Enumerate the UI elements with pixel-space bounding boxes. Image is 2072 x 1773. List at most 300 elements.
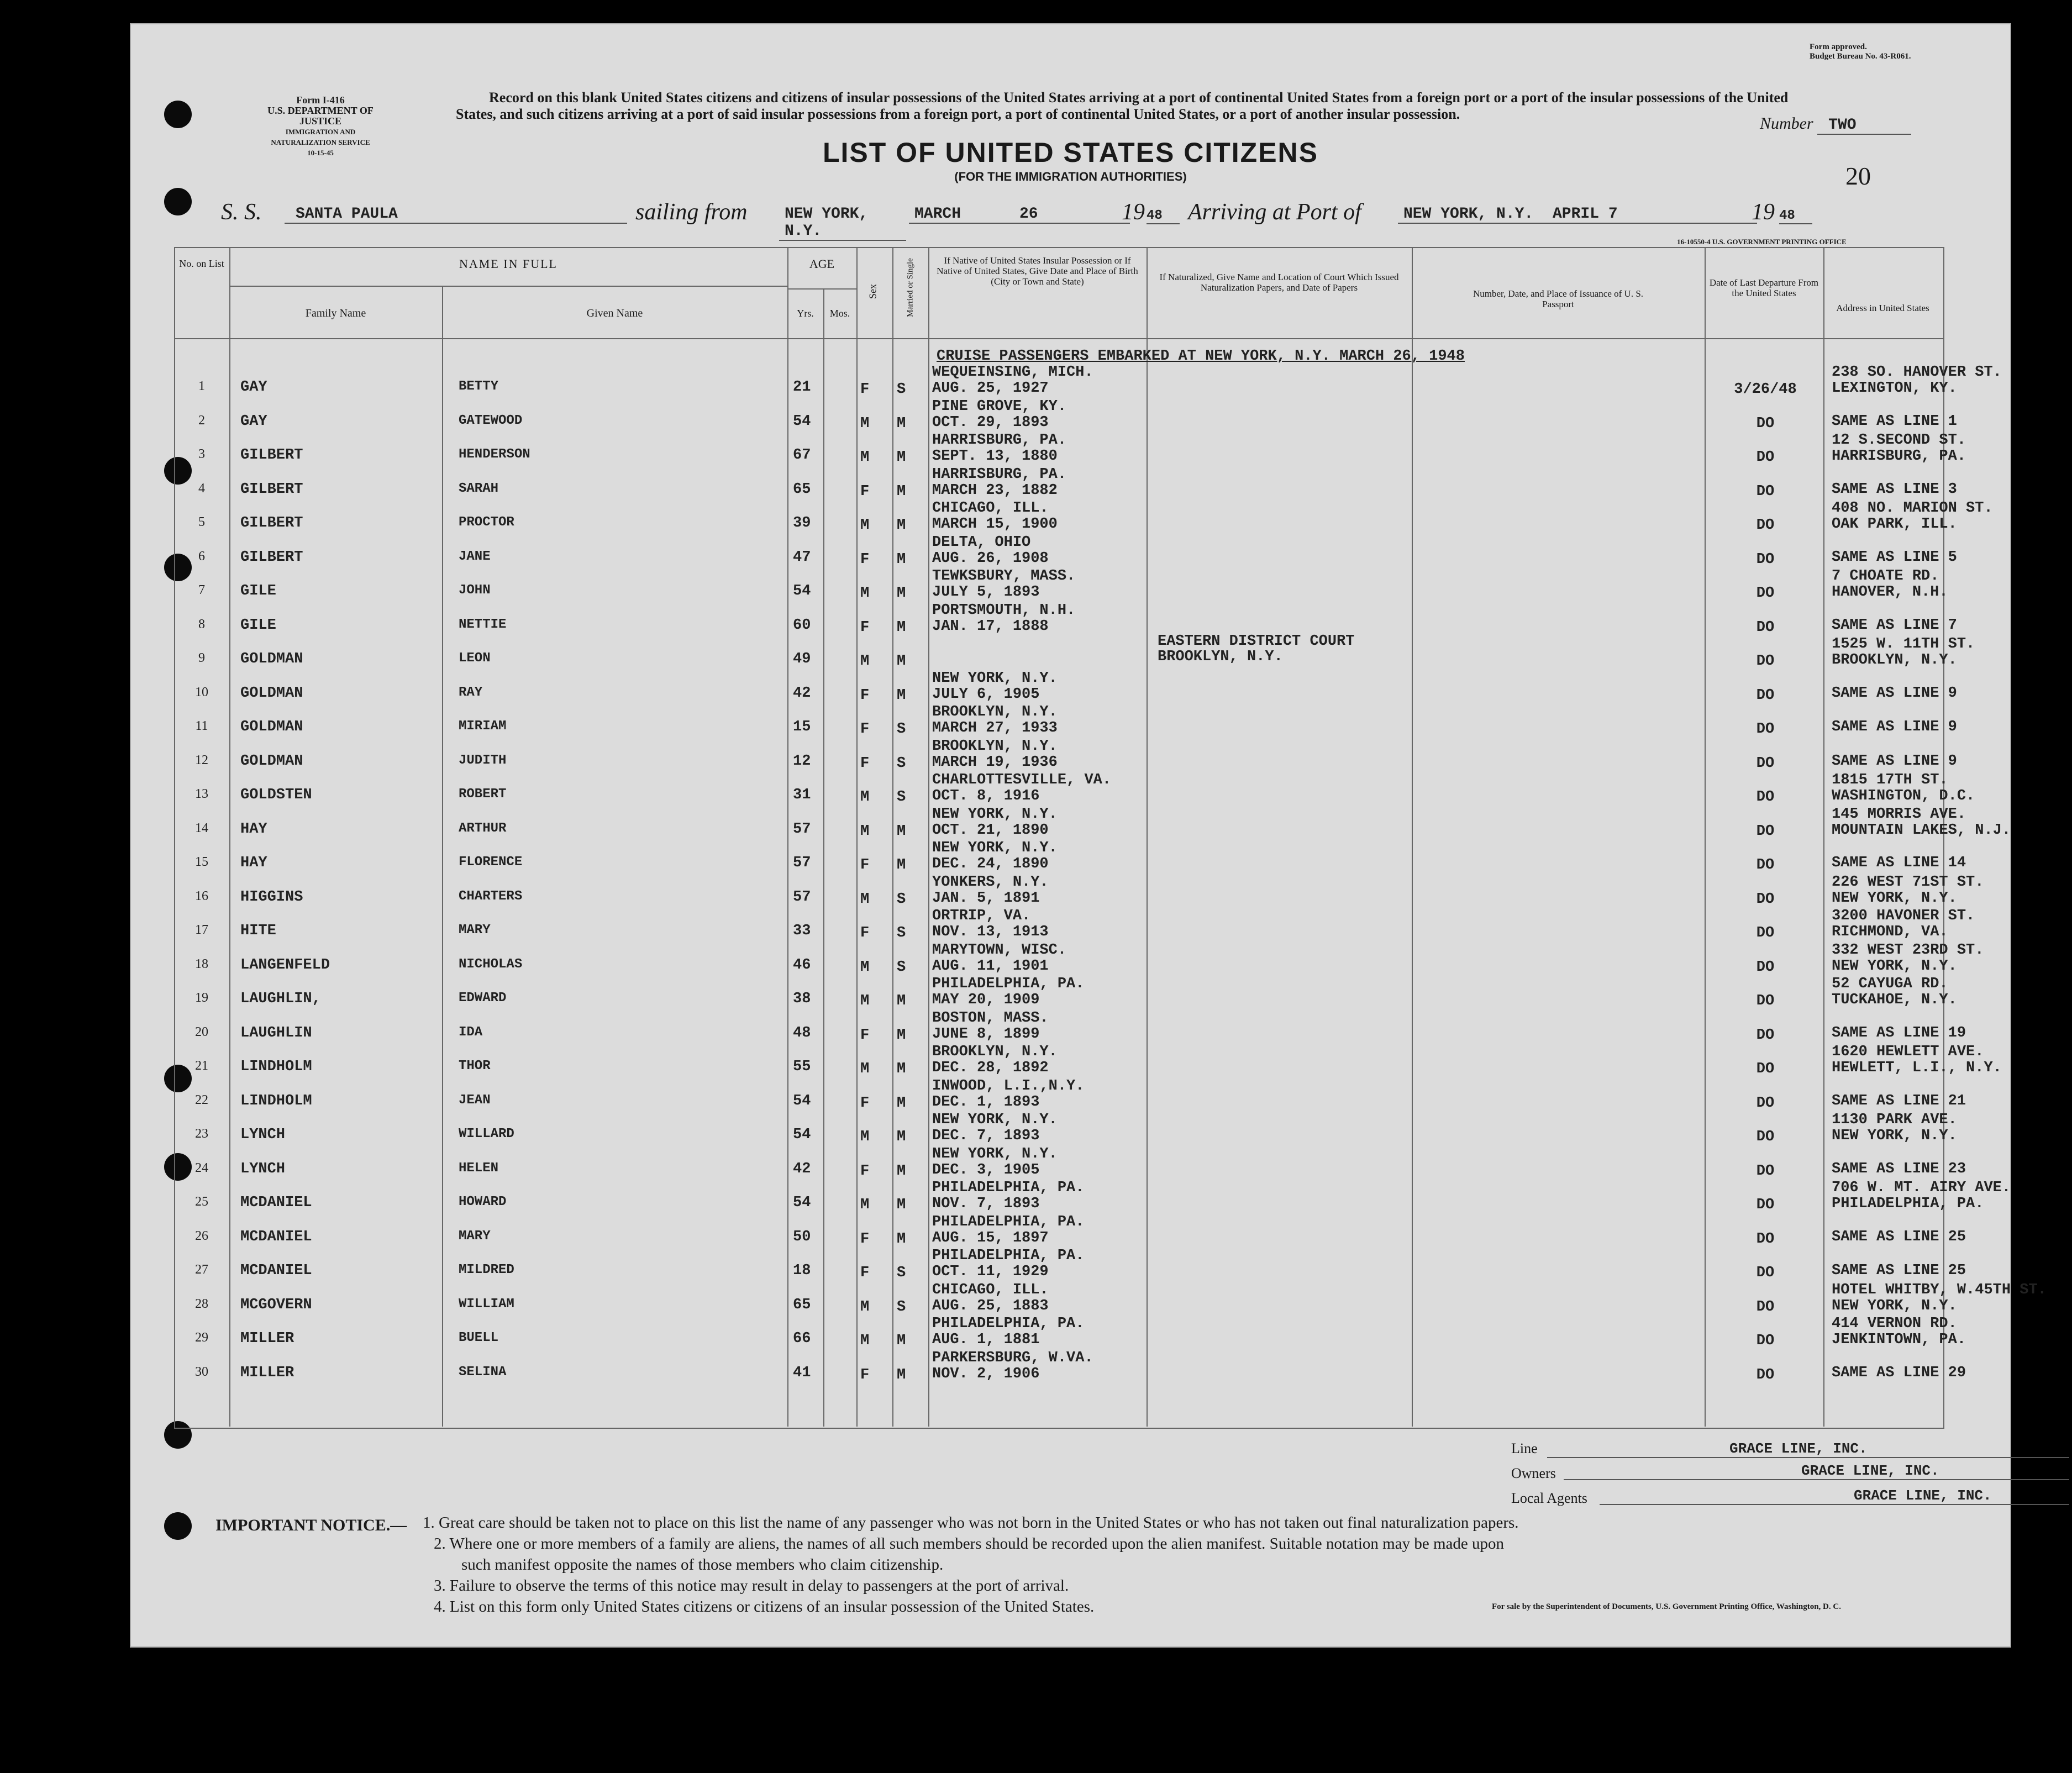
sex: M <box>860 415 870 432</box>
address-line-2: JENKINTOWN, PA. <box>1832 1332 1966 1348</box>
address-line-1: SAME AS LINE 19 <box>1832 1025 1966 1041</box>
address-line-1: SAME AS LINE 9 <box>1832 719 1957 735</box>
header-age: AGE <box>809 257 835 271</box>
birth-date: SEPT. 13, 1880 <box>932 448 1058 465</box>
last-departure: DO <box>1756 857 1775 874</box>
birth-place: PHILADELPHIA, PA. <box>932 976 1085 992</box>
family-name: LAUGHLIN <box>240 1025 312 1041</box>
marital-status: M <box>897 1231 906 1248</box>
row-number: 22 <box>195 1093 208 1107</box>
sex: M <box>860 517 870 534</box>
header-departure: Date of Last Departure From the United States <box>1709 277 1819 298</box>
header-naturalized: If Naturalized, Give Name and Location of Court Which Issued Naturalization Papers, and Date of Papers <box>1159 272 1399 293</box>
given-name: JUDITH <box>459 753 507 768</box>
sail-year-prefix: 19 <box>1122 199 1145 225</box>
birth-place: CHICAGO, ILL. <box>932 1282 1049 1298</box>
age-years: 15 <box>793 719 811 735</box>
birth-date: AUG. 25, 1883 <box>932 1298 1049 1314</box>
last-departure: DO <box>1756 687 1775 704</box>
last-departure: DO <box>1756 415 1775 432</box>
address-line-1: 1525 W. 11TH ST. <box>1832 636 1975 653</box>
address-line-1: 408 NO. MARION ST. <box>1832 500 1993 517</box>
last-departure: DO <box>1756 449 1775 466</box>
address-line-2: RICHMOND, VA. <box>1832 924 1948 940</box>
given-name: HENDERSON <box>459 447 530 462</box>
given-name: GATEWOOD <box>459 413 523 428</box>
marital-status: S <box>897 925 906 941</box>
marital-status: S <box>897 721 906 738</box>
given-name: NICHOLAS <box>459 957 523 972</box>
sex: F <box>860 381 870 398</box>
last-departure: DO <box>1756 619 1775 636</box>
sail-year: 48 <box>1147 208 1180 224</box>
last-departure: DO <box>1756 1231 1775 1248</box>
address-line-2: NEW YORK, N.Y. <box>1832 958 1957 975</box>
from-port: NEW YORK, N.Y. <box>779 206 906 241</box>
birth-date: NOV. 13, 1913 <box>932 924 1049 940</box>
given-name: MILDRED <box>459 1262 514 1277</box>
birth-date: JUNE 8, 1899 <box>932 1026 1040 1043</box>
gpo-code: 16-10550-4 U.S. GOVERNMENT PRINTING OFFICE <box>1677 238 1847 246</box>
birth-date: MARCH 23, 1882 <box>932 482 1058 499</box>
birth-place: BROOKLYN, N.Y. <box>932 1044 1058 1060</box>
ship-name: SANTA PAULA <box>285 206 627 224</box>
age-divider <box>787 288 856 290</box>
sex: F <box>860 925 870 941</box>
sex: F <box>860 483 870 500</box>
sex: F <box>860 1367 870 1383</box>
birth-place: BROOKLYN, N.Y. <box>932 738 1058 755</box>
family-name: MCDANIEL <box>240 1229 312 1245</box>
birth-place: TEWKSBURY, MASS. <box>932 568 1076 585</box>
marital-status: M <box>897 653 906 670</box>
birth-place: CHICAGO, ILL. <box>932 500 1049 517</box>
ss-label: S. S. <box>221 199 262 225</box>
family-name: GILE <box>240 583 276 599</box>
family-name: GAY <box>240 413 267 430</box>
last-departure: DO <box>1756 1027 1775 1044</box>
given-name: IDA <box>459 1025 483 1040</box>
page-title: LIST OF UNITED STATES CITIZENS <box>822 137 1319 168</box>
sex: M <box>860 993 870 1009</box>
last-departure: DO <box>1756 517 1775 534</box>
family-name: GOLDMAN <box>240 651 303 667</box>
family-name: GOLDMAN <box>240 719 303 735</box>
given-name: ROBERT <box>459 787 507 802</box>
family-name: LYNCH <box>240 1127 286 1143</box>
birth-place: NEW YORK, N.Y. <box>932 1146 1058 1162</box>
row-number: 3 <box>198 447 205 461</box>
row-number: 27 <box>195 1262 208 1277</box>
birth-date: OCT. 29, 1893 <box>932 414 1049 431</box>
birth-place: NEW YORK, N.Y. <box>932 670 1058 687</box>
marital-status: M <box>897 687 906 704</box>
sex: M <box>860 789 870 806</box>
marital-status: M <box>897 585 906 602</box>
address-line-1: 1130 PARK AVE. <box>1832 1112 1957 1128</box>
arriving-label: Arriving at Port of <box>1188 199 1361 225</box>
header-no: No. on List <box>179 258 224 269</box>
marital-status: M <box>897 1163 906 1180</box>
last-departure: DO <box>1756 891 1775 908</box>
address-line-2: NEW YORK, N.Y. <box>1832 1298 1957 1314</box>
address-line-2: HEWLETT, L.I., N.Y. <box>1832 1060 2002 1076</box>
row-number: 13 <box>195 787 208 801</box>
sex: M <box>860 1197 870 1213</box>
owners-label: Owners <box>1511 1465 1556 1481</box>
marital-status: M <box>897 1197 906 1213</box>
row-number: 24 <box>195 1161 208 1175</box>
marital-status: S <box>897 381 906 398</box>
marital-status: M <box>897 415 906 432</box>
address-line-1: 1620 HEWLETT AVE. <box>1832 1044 1984 1060</box>
birth-place: PHILADELPHIA, PA. <box>932 1214 1085 1230</box>
row-number: 28 <box>195 1297 208 1311</box>
given-name: WILLIAM <box>459 1297 514 1312</box>
address-line-1: SAME AS LINE 5 <box>1832 549 1957 566</box>
address-line-1: SAME AS LINE 29 <box>1832 1365 1966 1381</box>
header-native: If Native of United States Insular Possession or If Native of United States, Give Date and Place of Birth (City or Town and State) <box>937 255 1138 287</box>
marital-status: M <box>897 1367 906 1383</box>
address-line-1: SAME AS LINE 1 <box>1832 413 1957 430</box>
address-line-1: 12 S.SECOND ST. <box>1832 432 1966 449</box>
birth-place: NEW YORK, N.Y. <box>932 806 1058 823</box>
given-name: THOR <box>459 1059 491 1074</box>
address-line-2: BROOKLYN, N.Y. <box>1832 652 1957 669</box>
age-years: 21 <box>793 379 811 396</box>
age-years: 60 <box>793 617 811 634</box>
age-years: 57 <box>793 855 811 871</box>
birth-date: DEC. 28, 1892 <box>932 1060 1049 1076</box>
header-given: Given Name <box>586 307 643 319</box>
row-number: 16 <box>195 889 208 903</box>
birth-date: DEC. 7, 1893 <box>932 1128 1040 1144</box>
address-line-2: HARRISBURG, PA. <box>1832 448 1966 465</box>
last-departure: DO <box>1756 993 1775 1009</box>
col-line <box>442 286 443 1427</box>
family-name: GOLDMAN <box>240 685 303 702</box>
sex: F <box>860 755 870 772</box>
col-line <box>1147 247 1148 1427</box>
sail-month: MARCH <box>909 206 1003 224</box>
last-departure: DO <box>1756 959 1775 976</box>
age-years: 65 <box>793 481 811 498</box>
age-years: 54 <box>793 1127 811 1143</box>
age-years: 67 <box>793 447 811 464</box>
age-years: 57 <box>793 821 811 838</box>
header-passport: Number, Date, and Place of Issuance of U. S. Passport <box>1473 288 1644 309</box>
birth-date: AUG. 15, 1897 <box>932 1230 1049 1246</box>
marital-status: S <box>897 1299 906 1316</box>
sex: M <box>860 823 870 840</box>
header-divider <box>174 338 1943 339</box>
family-name: LYNCH <box>240 1161 286 1177</box>
marital-status: M <box>897 823 906 840</box>
birth-place: NEW YORK, N.Y. <box>932 1112 1058 1128</box>
address-line-2: MOUNTAIN LAKES, N.J. <box>1832 822 2011 839</box>
cruise-banner: CRUISE PASSENGERS EMBARKED AT NEW YORK, N.Y. MARCH 26, 1948 <box>937 348 1465 365</box>
given-name: JANE <box>459 549 491 564</box>
last-departure: DO <box>1756 1299 1775 1316</box>
family-name: HIGGINS <box>240 889 303 906</box>
family-name: GOLDSTEN <box>240 787 312 803</box>
sex: M <box>860 1299 870 1316</box>
last-departure: DO <box>1756 1061 1775 1077</box>
approval-block <box>1810 43 1911 61</box>
punch-hole <box>164 188 192 215</box>
punch-hole <box>164 101 192 128</box>
row-number: 23 <box>195 1127 208 1141</box>
notice-1: 1. Great care should be taken not to place on this list the name of any passenger who was not born in the United States or who has not taken out final naturalization papers. <box>423 1514 1519 1532</box>
given-name: HELEN <box>459 1161 499 1176</box>
address-line-1: SAME AS LINE 3 <box>1832 481 1957 498</box>
birth-place: HARRISBURG, PA. <box>932 466 1067 483</box>
marital-status: M <box>897 1061 906 1077</box>
birth-place: NEW YORK, N.Y. <box>932 840 1058 856</box>
address-line-1: 238 SO. HANOVER ST. <box>1832 364 2002 381</box>
last-departure: DO <box>1756 823 1775 840</box>
col-line <box>229 247 230 1427</box>
birth-place: PHILADELPHIA, PA. <box>932 1180 1085 1196</box>
row-number: 5 <box>198 515 205 529</box>
number-label: Number <box>1760 114 1813 133</box>
form-date: 10-15-45 <box>307 149 334 157</box>
arrival-port: NEW YORK, N.Y. <box>1398 206 1542 224</box>
row-number: 8 <box>198 617 205 632</box>
birth-place: PORTSMOUTH, N.H. <box>932 602 1076 619</box>
header-sex: Sex <box>867 284 879 299</box>
address-line-1: 332 WEST 23RD ST. <box>1832 942 1984 959</box>
col-line <box>1705 247 1706 1427</box>
family-name: GILBERT <box>240 481 303 498</box>
address-line-2: OAK PARK, ILL. <box>1832 516 1957 533</box>
marital-status: M <box>897 483 906 500</box>
birth-date: OCT. 21, 1890 <box>932 822 1049 839</box>
age-years: 57 <box>793 889 811 906</box>
birth-date: AUG. 26, 1908 <box>932 550 1049 567</box>
notice-3: 3. Failure to observe the terms of this notice may result in delay to passengers at the port of arrival. <box>434 1577 1069 1595</box>
notice-title: IMPORTANT NOTICE.— <box>215 1516 407 1534</box>
last-departure: DO <box>1756 1333 1775 1349</box>
budget-number: Budget Bureau No. 43-R061. <box>1810 52 1911 61</box>
family-name: LAUGHLIN, <box>240 991 321 1007</box>
punch-hole <box>164 1512 192 1540</box>
family-name: GILBERT <box>240 515 303 532</box>
marital-status: M <box>897 1129 906 1145</box>
sex: M <box>860 891 870 908</box>
last-departure: DO <box>1756 789 1775 806</box>
col-line <box>787 247 788 1427</box>
row-number: 17 <box>195 923 208 937</box>
birth-date: AUG. 25, 1927 <box>932 380 1049 397</box>
birth-date: DEC. 1, 1893 <box>932 1094 1040 1111</box>
row-number: 1 <box>198 379 205 393</box>
given-name: LEON <box>459 651 491 666</box>
row-number: 20 <box>195 1025 208 1039</box>
birth-place: ORTRIP, VA. <box>932 908 1031 924</box>
address-line-1: SAME AS LINE 25 <box>1832 1229 1966 1245</box>
birth-place: INWOOD, L.I.,N.Y. <box>932 1078 1085 1095</box>
birth-date: MARCH 27, 1933 <box>932 720 1058 736</box>
line-value: GRACE LINE, INC. <box>1547 1440 2069 1458</box>
birth-date: JAN. 17, 1888 <box>932 618 1049 635</box>
given-name: RAY <box>459 685 483 700</box>
birth-date: NOV. 7, 1893 <box>932 1196 1040 1212</box>
family-name: GAY <box>240 379 267 396</box>
age-years: 18 <box>793 1262 811 1279</box>
number-value: TWO <box>1817 117 1911 135</box>
last-departure: 3/26/48 <box>1734 381 1797 398</box>
given-name: NETTIE <box>459 617 507 632</box>
marital-status: S <box>897 891 906 908</box>
given-name: SARAH <box>459 481 499 496</box>
age-years: 42 <box>793 1161 811 1177</box>
last-departure: DO <box>1756 585 1775 602</box>
birth-place: PARKERSBURG, W.VA. <box>932 1350 1093 1366</box>
marital-status: S <box>897 755 906 772</box>
sex: M <box>860 959 870 976</box>
family-name: GOLDMAN <box>240 753 303 770</box>
marital-status: M <box>897 993 906 1009</box>
sex: M <box>860 1333 870 1349</box>
col-line <box>1412 247 1413 1427</box>
address-line-1: SAME AS LINE 9 <box>1832 685 1957 702</box>
name-divider <box>229 286 787 287</box>
birth-place: WEQUEINSING, MICH. <box>932 364 1093 381</box>
address-line-1: 706 W. MT. AIRY AVE. <box>1832 1180 2011 1196</box>
birth-date: MAY 20, 1909 <box>932 992 1040 1008</box>
number-block <box>1760 114 1911 135</box>
birth-place: YONKERS, N.Y. <box>932 874 1049 891</box>
birth-date: DEC. 24, 1890 <box>932 856 1049 872</box>
notice-4: 4. List on this form only United States citizens or citizens of an insular possession of the United States. <box>434 1598 1095 1616</box>
age-years: 54 <box>793 413 811 430</box>
sex: M <box>860 653 870 670</box>
address-line-1: SAME AS LINE 14 <box>1832 855 1966 871</box>
last-departure: DO <box>1756 721 1775 738</box>
row-number: 18 <box>195 957 208 971</box>
address-line-2: TUCKAHOE, N.Y. <box>1832 992 1957 1008</box>
birth-date: AUG. 11, 1901 <box>932 958 1049 975</box>
family-name: HAY <box>240 821 267 838</box>
age-years: 65 <box>793 1297 811 1313</box>
age-years: 54 <box>793 583 811 599</box>
row-number: 30 <box>195 1365 208 1379</box>
arr-year: 48 <box>1779 208 1812 224</box>
address-line-1: HOTEL WHITBY, W.45TH ST. <box>1832 1282 2047 1298</box>
age-years: 39 <box>793 515 811 532</box>
last-departure: DO <box>1756 1129 1775 1145</box>
address-line-1: SAME AS LINE 21 <box>1832 1093 1966 1109</box>
address-line-1: 7 CHOATE RD. <box>1832 568 1939 585</box>
col-line <box>856 247 858 1427</box>
age-years: 12 <box>793 753 811 770</box>
address-line-2: NEW YORK, N.Y. <box>1832 890 1957 907</box>
row-number: 29 <box>195 1330 208 1345</box>
age-years: 33 <box>793 923 811 939</box>
row-number: 2 <box>198 413 205 428</box>
row-number: 10 <box>195 685 208 699</box>
last-departure: DO <box>1756 1265 1775 1281</box>
naturalization-court: EASTERN DISTRICT COURT <box>1158 633 1355 650</box>
birth-date: AUG. 1, 1881 <box>932 1332 1040 1348</box>
address-line-2: WASHINGTON, D.C. <box>1832 788 1975 804</box>
birth-date: DEC. 3, 1905 <box>932 1162 1040 1179</box>
address-line-2: PHILADELPHIA, PA. <box>1832 1196 1984 1212</box>
address-line-1: 1815 17TH ST. <box>1832 772 1948 788</box>
approval: Form approved. <box>1810 43 1867 51</box>
address-line-1: SAME AS LINE 25 <box>1832 1262 1966 1279</box>
given-name: MARY <box>459 1229 491 1244</box>
sex: F <box>860 1231 870 1248</box>
address-line-1: SAME AS LINE 9 <box>1832 753 1957 770</box>
given-name: MIRIAM <box>459 719 507 734</box>
col-line <box>823 288 824 1427</box>
marital-status: M <box>897 1333 906 1349</box>
agents-value: GRACE LINE, INC. <box>1600 1487 2069 1505</box>
instructions: Record on this blank United States citizens and citizens of insular possessions of the United States arriving at a port of continental United States from a foreign port or a port of the insular possessions of the United States, and such citizens arriving at a port of said insular possessions from a foreign port, a port of continental United States, or a port of another insular possession. <box>456 90 1789 122</box>
age-years: 55 <box>793 1059 811 1075</box>
sex: F <box>860 1027 870 1044</box>
birth-place: MARYTOWN, WISC. <box>932 942 1067 959</box>
address-line-1: 226 WEST 71ST ST. <box>1832 874 1984 891</box>
page-subtitle: (FOR THE IMMIGRATION AUTHORITIES) <box>954 170 1187 183</box>
sale-note: For sale by the Superintendent of Documents, U.S. Government Printing Office, Washington, D. C. <box>1492 1602 1841 1611</box>
form-number: Form I-416 <box>296 94 345 106</box>
given-name: WILLARD <box>459 1127 514 1141</box>
sail-day: 26 <box>1003 206 1130 224</box>
family-name: MILLER <box>240 1330 295 1347</box>
birth-place: PHILADELPHIA, PA. <box>932 1316 1085 1332</box>
birth-date: MARCH 19, 1936 <box>932 754 1058 771</box>
family-name: GILBERT <box>240 549 303 566</box>
marital-status: S <box>897 1265 906 1281</box>
row-number: 11 <box>195 719 208 733</box>
naturalization-location: BROOKLYN, N.Y. <box>1158 649 1283 665</box>
sex: F <box>860 1265 870 1281</box>
header-married: Married or Single <box>906 258 915 317</box>
row-number: 25 <box>195 1195 208 1209</box>
age-years: 46 <box>793 957 811 974</box>
given-name: BUELL <box>459 1330 499 1345</box>
given-name: HOWARD <box>459 1195 507 1209</box>
notice-2: 2. Where one or more members of a family are aliens, the names of all such members should be recorded upon the alien manifest. Suitable notation may be made upon <box>434 1535 1505 1553</box>
family-name: GILBERT <box>240 447 303 464</box>
address-line-1: 145 MORRIS AVE. <box>1832 806 1966 823</box>
row-number: 6 <box>198 549 205 564</box>
marital-status: M <box>897 551 906 568</box>
marital-status: M <box>897 1095 906 1112</box>
sex: F <box>860 857 870 874</box>
sex: M <box>860 1129 870 1145</box>
birth-date: MARCH 15, 1900 <box>932 516 1058 533</box>
birth-date: OCT. 11, 1929 <box>932 1264 1049 1280</box>
birth-place: PINE GROVE, KY. <box>932 398 1067 415</box>
sex: M <box>860 585 870 602</box>
given-name: CHARTERS <box>459 889 523 904</box>
arrival-date: APRIL 7 <box>1542 206 1757 224</box>
service: IMMIGRATION AND NATURALIZATION SERVICE <box>271 128 370 146</box>
birth-place: BOSTON, MASS. <box>932 1010 1049 1027</box>
given-name: FLORENCE <box>459 855 523 870</box>
given-name: MARY <box>459 923 491 938</box>
sailing-label: sailing from <box>635 199 748 225</box>
birth-place: DELTA, OHIO <box>932 534 1031 551</box>
age-years: 50 <box>793 1229 811 1245</box>
last-departure: DO <box>1756 483 1775 500</box>
birth-date: OCT. 8, 1916 <box>932 788 1040 804</box>
line-label: Line <box>1511 1440 1538 1456</box>
